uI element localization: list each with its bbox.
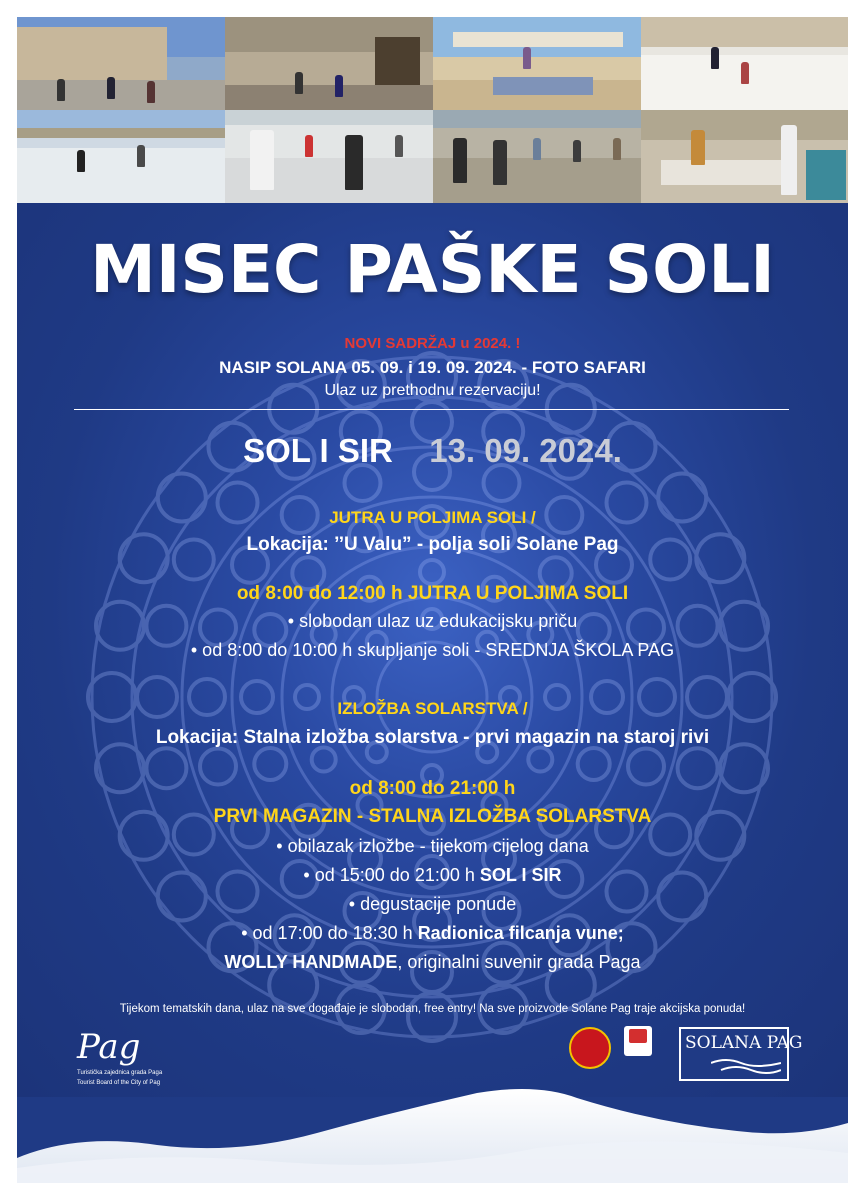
photo-collage [17,17,848,203]
section2-item: • obilazak izložbe - tijekom cijelog dana [276,836,589,856]
solana-logo-text: SOLANA PAG [685,1033,803,1053]
poster [17,17,848,1183]
section2-item [17,865,848,886]
section1-time: od 8:00 do 12:00 h JUTRA U POLJIMA SOLI [236,583,629,604]
section2-subheading: PRVI MAGAZIN - STALNA IZLOŽBA SOLARSTVA [213,806,652,827]
section2-heading: IZLOŽBA SOLARSTVA / [337,699,528,718]
pag-logo-subtitle-en: Tourist Board of the City of Pag [77,1080,161,1086]
section2-item [17,952,848,973]
photo-beach-stall [433,17,641,110]
origin-seal-icon [569,1027,611,1069]
item-text: • od 15:00 do 21:00 h [303,865,480,885]
solana-pag-logo [679,1027,803,1081]
photo-exhibition-hall [225,17,433,110]
section1-location: Lokacija: ’’U Valu” - polja soli Solane Pag [246,534,619,555]
section2-location: Lokacija: Stalna izložba solarstva - prvi magazin na staroj rivi [155,727,710,748]
photo-rocky-field-group [433,110,641,203]
photo-tasting-table [641,110,848,203]
foto-safari-line: NASIP SOLANA 05. 09. i 19. 09. 2024. - FOTO SAFARI [219,358,646,377]
photo-salt-collectors [225,110,433,203]
reservation-note: Ulaz uz prethodnu rezervaciju! [324,382,541,399]
section2-item: • degustacije ponude [348,894,517,914]
item-text: , originalni suvenir grada Paga [397,952,641,972]
photo-salt-pile-kids [641,17,848,110]
page-title: MISEC PAŠKE SOLI [90,231,775,308]
pag-logo-subtitle: Turistička zajednica grada Paga [77,1070,163,1076]
item-bold-text: Radionica filcanja vune; [417,923,624,943]
photo-salt-pans-raking [17,110,225,203]
section2-item [17,923,848,944]
new-content-label: NOVI SADRŽAJ u 2024. ! [344,335,521,352]
footer-note: Tijekom tematskih dana, ulaz na sve događaje je slobodan, free entry! Na sve proizvode Solane Pag traje akcijska ponuda! [119,1003,746,1015]
item-bold-text: SOL I SIR [479,865,562,885]
section2-time: od 8:00 do 21:00 h [349,778,516,799]
item-bold-text: WOLLY HANDMADE [224,952,398,972]
divider [74,409,789,410]
main-event-date: 13. 09. 2024. [429,432,622,469]
pag-tourist-board-logo [77,1027,162,1087]
quality-mark-icon [624,1026,652,1056]
wave-icon [711,1057,781,1075]
main-event-heading [17,432,848,470]
photo-stone-building [17,17,225,110]
item-text: • od 17:00 do 18:30 h [241,923,418,943]
section1-heading: JUTRA U POLJIMA SOLI / [329,508,536,527]
pag-logo-text: Pag [77,1027,141,1067]
section1-item: • od 8:00 do 10:00 h skupljanje soli - SREDNJA ŠKOLA PAG [190,640,675,660]
main-event-name: SOL I SIR [243,432,393,469]
section1-item: • slobodan ulaz uz edukacijsku priču [287,611,578,631]
